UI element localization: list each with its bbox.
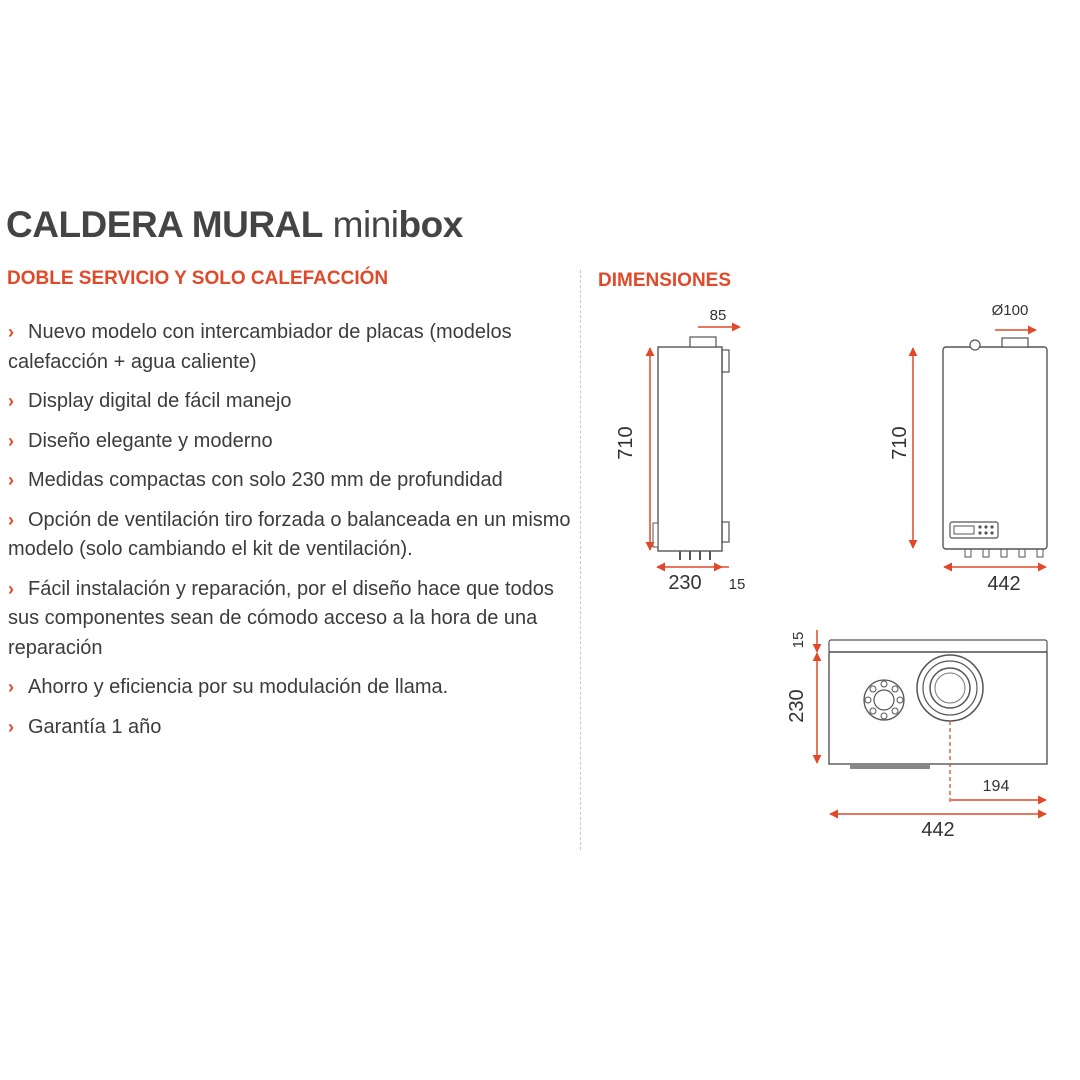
dim-label-height: 710 <box>889 426 911 460</box>
chevron-right-icon: › <box>8 391 14 411</box>
feature-item <box>8 318 574 377</box>
feature-item <box>8 506 574 565</box>
dim-label-diameter: Ø100 <box>991 302 1029 319</box>
section-subtitle: DOBLE SERVICIO Y SOLO CALEFACCIÓN <box>7 268 389 289</box>
feature-text: Medidas compactas con solo 230 mm de profundidad <box>28 469 503 491</box>
dim-label-top: 85 <box>709 307 727 324</box>
dim-label-width: 442 <box>921 819 955 841</box>
feature-item <box>8 575 574 664</box>
feature-text: Fácil instalación y reparación, por el diseño hace que todos sus componentes sean de cómodo acceso a la hora de una reparación <box>8 577 554 659</box>
side-fitting <box>653 523 658 547</box>
flue-ring-outer <box>917 655 983 721</box>
boiler-side-body <box>658 347 722 551</box>
side-view-drawing <box>615 307 745 594</box>
dim-label-width: 442 <box>987 573 1021 595</box>
boiler-front-body <box>943 347 1047 549</box>
dimensions-title: DIMENSIONES <box>598 270 732 291</box>
flue-outlet <box>690 337 716 347</box>
section-divider <box>580 270 581 850</box>
feature-text: Opción de ventilación tiro forzada o balanceada en un mismo modelo (solo cambiando el kit de ventilación). <box>8 508 571 560</box>
air-intake-ring <box>864 680 904 720</box>
bottom-view-drawing <box>786 630 1047 841</box>
feature-item <box>8 713 574 743</box>
feature-text: Display digital de fácil manejo <box>28 390 292 412</box>
boiler-bottom-body <box>829 652 1047 764</box>
chevron-right-icon: › <box>8 509 14 530</box>
dim-label-flue: 194 <box>982 778 1010 795</box>
feature-text: Ahorro y eficiencia por su modulación de llama. <box>28 676 449 698</box>
flue-ring-inner <box>930 668 970 708</box>
feature-text: Diseño elegante y moderno <box>28 429 273 452</box>
feature-text: Garantía 1 año <box>28 715 162 738</box>
feature-item <box>8 427 574 457</box>
page-title <box>6 204 463 246</box>
boiler-bottom-bracket <box>829 640 1047 652</box>
chevron-right-icon: › <box>8 716 14 737</box>
chevron-right-icon: › <box>8 430 14 451</box>
dim-label-depth: 230 <box>668 572 702 594</box>
chevron-right-icon: › <box>8 470 14 490</box>
bottom-fitting <box>850 764 930 769</box>
feature-item <box>8 466 574 496</box>
boiler-side-bracket <box>722 350 729 372</box>
digital-display <box>950 522 998 538</box>
feature-item <box>8 673 574 703</box>
title-bold-suffix: box <box>398 204 463 245</box>
dim-label-offset: 15 <box>728 576 746 593</box>
dim-label-offset: 15 <box>790 631 807 649</box>
chevron-right-icon: › <box>8 677 14 697</box>
front-view-drawing <box>889 302 1047 595</box>
title-light: mini <box>332 204 399 245</box>
dim-label-height: 710 <box>615 426 637 460</box>
feature-text: Nuevo modelo con intercambiador de placas (modelos calefacción + agua caliente) <box>8 321 512 373</box>
chevron-right-icon: › <box>8 578 14 599</box>
chevron-right-icon: › <box>8 322 14 342</box>
title-bold: CALDERA MURAL <box>6 204 323 245</box>
flue-outlet <box>1002 338 1028 347</box>
boiler-side-bracket <box>722 522 729 542</box>
feature-item <box>8 387 574 417</box>
feature-list <box>8 318 574 752</box>
dim-label-depth: 230 <box>786 689 808 723</box>
